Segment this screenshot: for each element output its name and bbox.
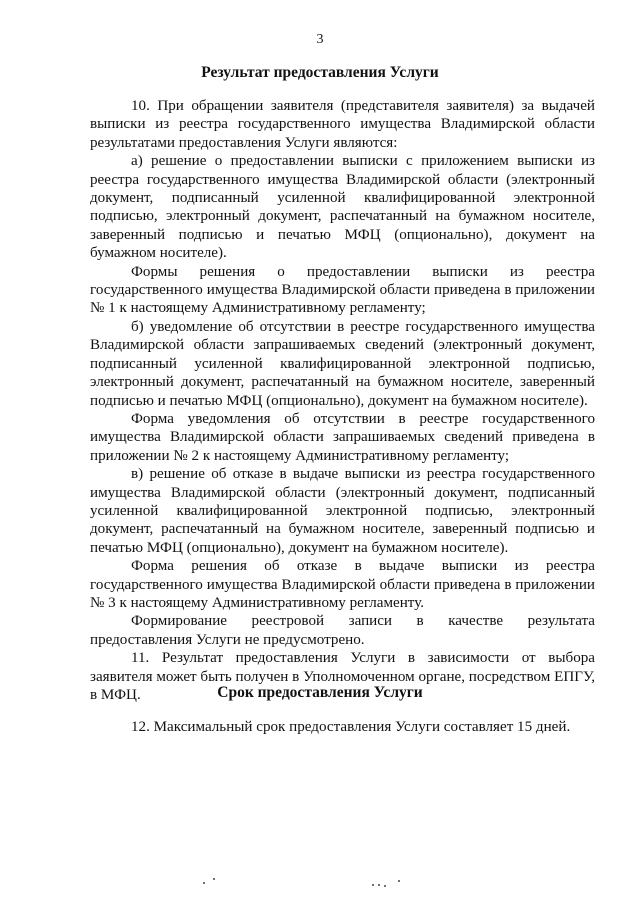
scan-specks: [0, 876, 640, 896]
paragraph: 10. При обращении заявителя (представителя заявителя) за выдачей выписки из реестра государственного имущества Владимирской области результатами предоставления Услуги являются:: [90, 98, 595, 151]
paragraph: Формирование реестровой записи в качестве результата предоставления Услуги не предусмотрено.: [90, 613, 595, 648]
paragraph: а) решение о предоставлении выписки с приложением выписки из реестра государственного имущества Владимирской области (электронный документ, подписанный усиленной квалифицированной электронной подписью, электронный документ, распечатанный на бумажном носителе, заверенный подписью и печатью МФЦ (опционально), документ на бумажном носителе).: [90, 153, 595, 262]
paragraph: Формы решения о предоставлении выписки из реестра государственного имущества Владимирской области приведена в приложении № 1 к настоящему Административному регламенту;: [90, 263, 595, 317]
paragraph: в) решение об отказе в выдаче выписки из реестра государственного имущества Владимирской области (электронный документ, подписанный усиленной квалифицированной электронной подписью, электронный документ, распечатанный на бумажном носителе, заверенный подписью и печатью МФЦ (опционально), документ на бумажном носителе).: [90, 466, 595, 556]
page-number: 3: [316, 32, 324, 47]
section-heading-term: Срок предоставления Услуги: [217, 684, 423, 701]
paragraph: Форма решения об отказе в выдаче выписки из реестра государственного имущества Владимирской области приведена в приложении № 3 к настоящему Административному регламенту.: [90, 558, 595, 611]
section-heading-result: Результат предоставления Услуги: [201, 64, 439, 81]
paragraph: 12. Максимальный срок предоставления Услуги составляет 15 дней.: [131, 719, 571, 735]
paragraph: Форма уведомления об отсутствии в реестре государственного имущества Владимирской области запрашиваемых сведений приведена в приложении № 2 к настоящему Административному регламенту;: [90, 410, 595, 464]
paragraph: б) уведомление об отсутствии в реестре государственного имущества Владимирской области запрашиваемых сведений (электронный документ, подписанный усиленной квалифицированной электронной подписью, электронный документ, распечатанный на бумажном носителе, заверенный подписью и печатью МФЦ (опционально), документ на бумажном носителе).: [90, 318, 595, 409]
paragraph: 11. Результат предоставления Услуги в зависимости от выбора заявителя может быть получен в Уполномоченном органе, посредством ЕПГУ, в МФЦ.: [90, 650, 595, 703]
section-body-result: [90, 97, 595, 704]
section-body-term: [90, 718, 595, 736]
